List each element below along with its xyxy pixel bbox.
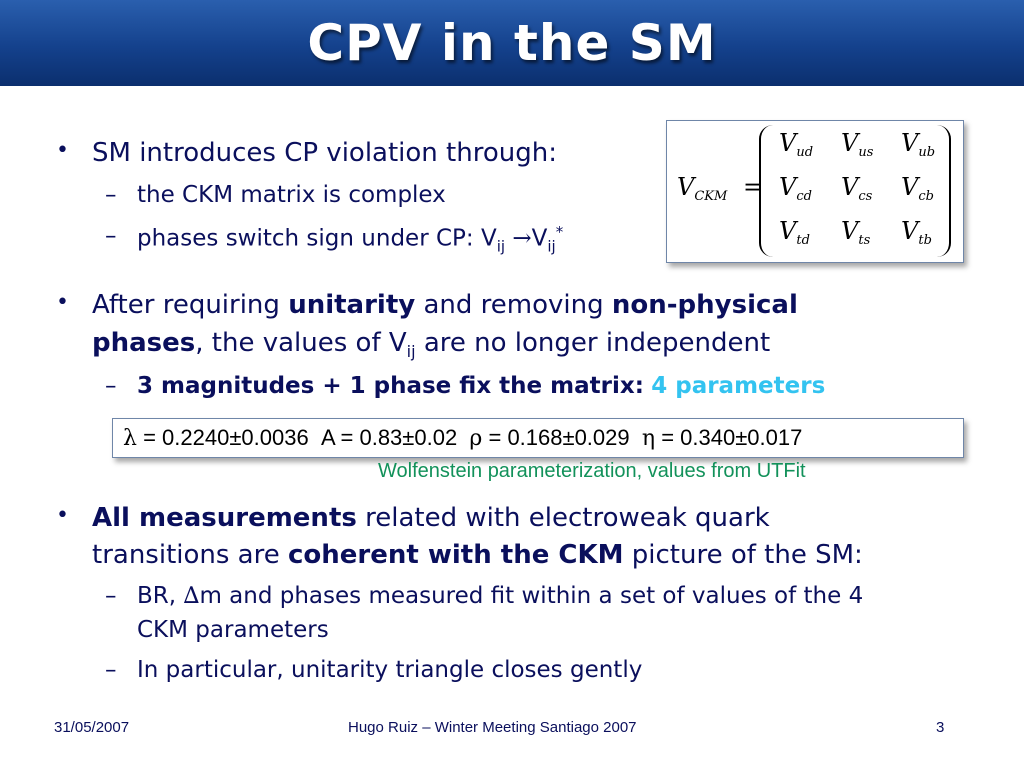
bullet-text: transitions are bbox=[92, 540, 288, 570]
footer-date: 31/05/2007 bbox=[54, 719, 130, 736]
bold-all-measurements: All measurements bbox=[92, 503, 357, 533]
matrix-element-cd: $V_{cd}$ bbox=[779, 173, 812, 204]
sub-bullet-text: In particular, unitarity triangle closes gently bbox=[137, 657, 643, 683]
bullet-text: , the values of V bbox=[195, 328, 407, 358]
equals-sign: = bbox=[743, 173, 764, 201]
footer-center: Hugo Ruiz – Winter Meeting Santiago 2007 bbox=[348, 719, 637, 736]
sub-bullet-text: phases switch sign under CP: V bbox=[137, 225, 497, 252]
sub-bullet-four-parameters bbox=[105, 373, 826, 399]
a-value: A = 0.83±0.02 bbox=[320, 425, 458, 450]
sub-bullet-text: the CKM matrix is complex bbox=[137, 182, 446, 208]
right-parenthesis bbox=[937, 125, 951, 257]
bold-magnitudes: 3 magnitudes + 1 phase fix the matrix: bbox=[137, 373, 644, 399]
rho-symbol: ρ bbox=[469, 426, 483, 451]
bullet-marker: • bbox=[56, 503, 69, 528]
matrix-element-ub: $V_{ub}$ bbox=[901, 129, 936, 160]
bullet-text: and removing bbox=[415, 290, 612, 320]
bullet-text: related with electroweak quark bbox=[356, 503, 770, 533]
subscript: ij bbox=[496, 237, 506, 256]
matrix-element-cb: $V_{cb}$ bbox=[901, 173, 934, 204]
bold-unitarity: unitarity bbox=[288, 290, 416, 320]
superscript-star: * bbox=[555, 223, 564, 241]
bullet-text: picture of the SM: bbox=[623, 540, 863, 570]
v-symbol: V bbox=[531, 225, 548, 252]
wolfenstein-caption: Wolfenstein parameterization, values from UTFit bbox=[378, 460, 806, 482]
delta-symbol: ∆ bbox=[183, 583, 200, 609]
matrix-element-td: $V_{td}$ bbox=[779, 217, 810, 248]
rho-value: = 0.168±0.029 bbox=[488, 425, 630, 450]
sub-bullet-text: m and phases measured fit within a set of values of the 4 bbox=[199, 583, 864, 609]
slide-title: CPV in the SM bbox=[307, 14, 717, 72]
bullet-marker: • bbox=[56, 290, 69, 315]
dash-marker: – bbox=[105, 657, 117, 683]
matrix-element-us: $V_{us}$ bbox=[841, 129, 874, 160]
bullet-text: After requiring bbox=[92, 290, 289, 320]
bold-coherent-ckm: coherent with the CKM bbox=[288, 540, 624, 570]
wolfenstein-values-box bbox=[112, 418, 964, 458]
lambda-value: = 0.2240±0.0036 bbox=[143, 425, 309, 450]
v-symbol: V bbox=[677, 173, 695, 201]
sub-bullet-phase-switch bbox=[105, 223, 564, 256]
ckm-lhs bbox=[677, 173, 727, 204]
left-parenthesis bbox=[759, 125, 773, 257]
bullet-measurements bbox=[56, 503, 770, 533]
matrix-element-ud: $V_{ud}$ bbox=[779, 129, 814, 160]
matrix-element-cs: $V_{cs}$ bbox=[841, 173, 873, 204]
title-bar bbox=[0, 0, 1024, 86]
subscript: ij bbox=[547, 237, 556, 256]
eta-symbol: η bbox=[641, 426, 656, 451]
sub-bullet-unitarity-triangle bbox=[105, 657, 643, 683]
sub-bullet-br-dm-line2 bbox=[137, 617, 329, 643]
bold-phases: phases bbox=[92, 328, 196, 358]
bullet-unitarity-line2 bbox=[92, 328, 770, 361]
sub-bullet-text: BR, bbox=[137, 583, 184, 609]
sub-bullet-ckm-complex bbox=[105, 182, 446, 208]
dash-marker: – bbox=[105, 182, 117, 208]
bullet-text: SM introduces CP violation through: bbox=[92, 138, 557, 168]
subscript: ij bbox=[406, 342, 416, 362]
dash-marker: – bbox=[105, 373, 117, 399]
arrow-symbol: → bbox=[512, 225, 532, 252]
bullet-marker: • bbox=[56, 138, 69, 163]
bullet-cp-violation bbox=[56, 138, 557, 168]
lambda-symbol: λ bbox=[123, 426, 137, 451]
bold-non-physical: non-physical bbox=[611, 290, 798, 320]
ckm-subscript: CKM bbox=[694, 189, 728, 204]
sub-bullet-br-dm bbox=[105, 583, 864, 609]
bullet-unitarity bbox=[56, 290, 798, 320]
bullet-measurements-line2 bbox=[92, 540, 863, 570]
matrix-element-tb: $V_{tb}$ bbox=[901, 217, 932, 248]
highlight-four-parameters: 4 parameters bbox=[651, 373, 826, 399]
bullet-text: are no longer independent bbox=[415, 328, 771, 358]
sub-bullet-text: CKM parameters bbox=[137, 617, 329, 643]
dash-marker: – bbox=[105, 583, 117, 609]
dash-marker: – bbox=[105, 223, 117, 249]
eta-value: = 0.340±0.017 bbox=[661, 425, 803, 450]
matrix-element-ts: $V_{ts}$ bbox=[841, 217, 871, 248]
ckm-matrix-box bbox=[666, 120, 964, 263]
footer-page-number: 3 bbox=[936, 719, 945, 736]
